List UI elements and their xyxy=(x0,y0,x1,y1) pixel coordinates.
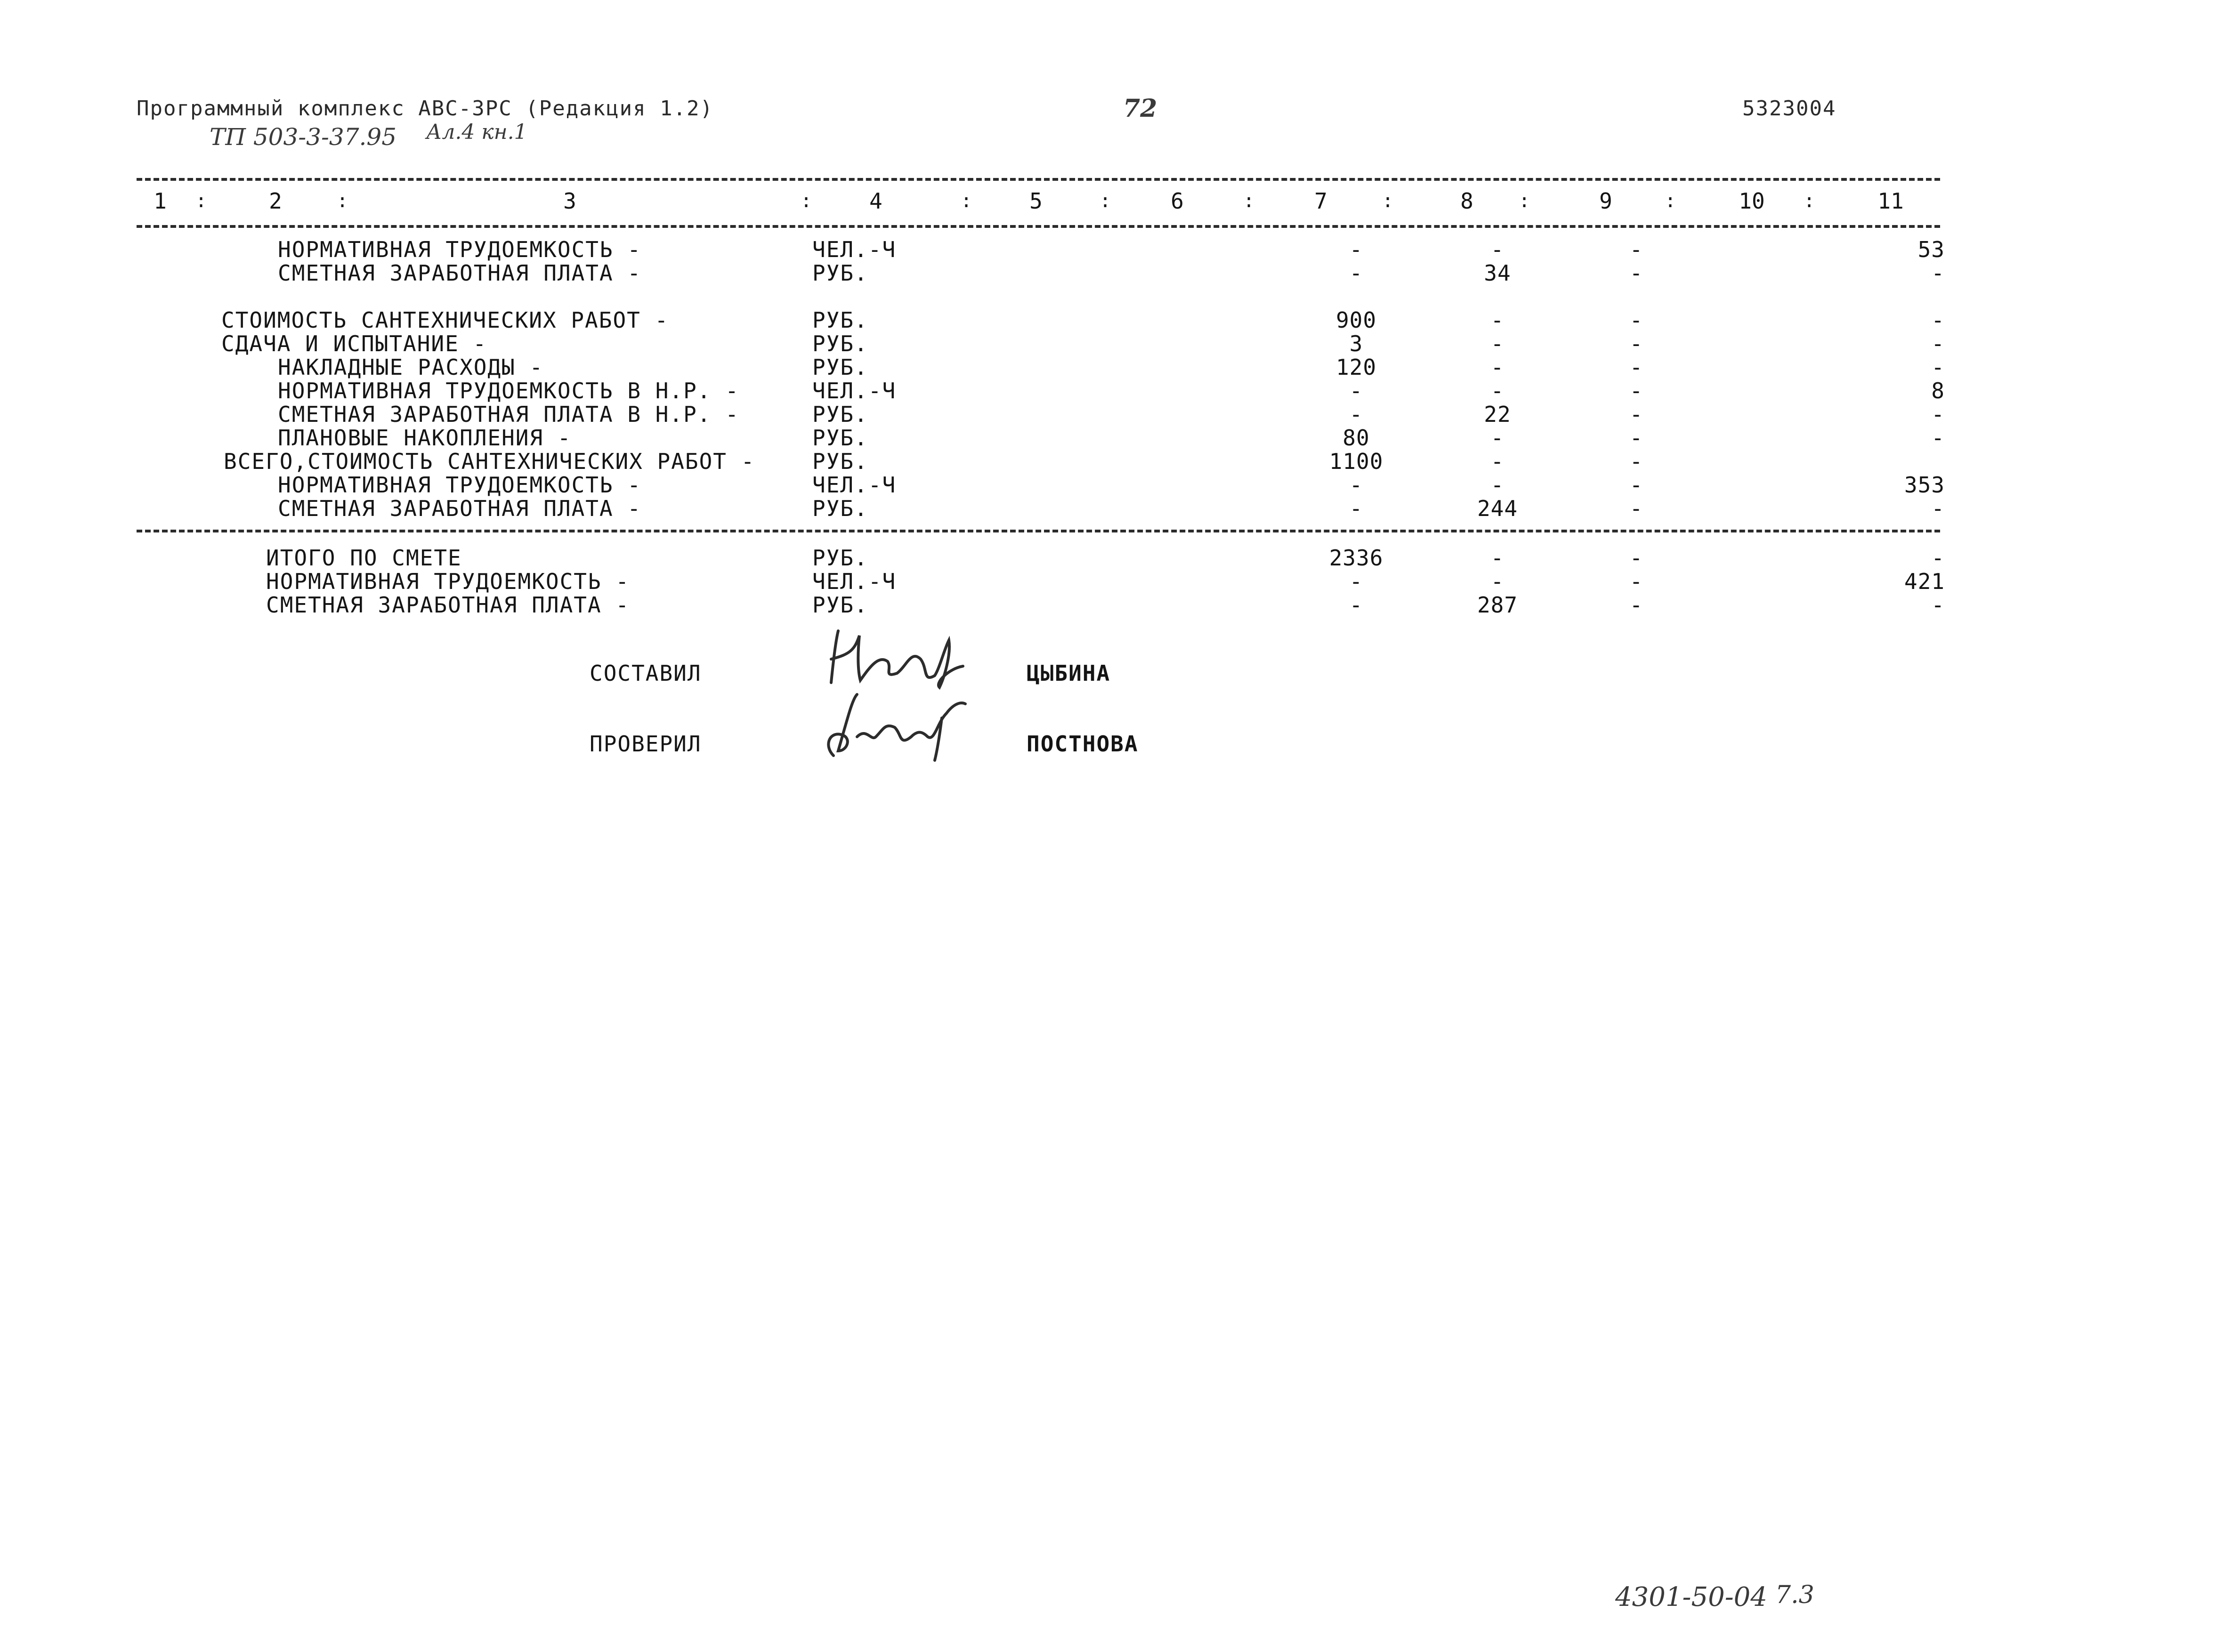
row-col11-value: - xyxy=(1931,402,1945,427)
row-col9-value: - xyxy=(1629,472,1643,498)
row-col8-value: 287 xyxy=(1477,592,1518,618)
signature-checked xyxy=(819,690,970,765)
row-unit: РУБ. xyxy=(812,449,868,474)
checked-by-label: ПРОВЕРИЛ xyxy=(590,731,702,757)
row-unit: РУБ. xyxy=(812,355,868,380)
row-col7-value: 2336 xyxy=(1329,545,1384,571)
totals-rule xyxy=(137,530,1940,532)
handwritten-project-ref: ТП 503-3-37.95 xyxy=(210,123,397,151)
signature-compiled xyxy=(822,621,968,692)
row-col11-value: - xyxy=(1931,496,1945,521)
row-col8-value: - xyxy=(1490,545,1505,571)
column-number: 4 xyxy=(869,188,882,214)
row-col7-value: - xyxy=(1349,402,1363,427)
column-separator: : xyxy=(1382,190,1394,212)
handwritten-album-ref: Ал.4 кн.1 xyxy=(426,120,527,144)
row-col9-value: - xyxy=(1629,425,1643,451)
row-col7-value: 120 xyxy=(1335,355,1377,380)
row-unit: РУБ. xyxy=(812,402,868,427)
row-col11-value: - xyxy=(1931,425,1945,451)
column-number: 1 xyxy=(154,188,167,214)
row-unit: РУБ. xyxy=(812,545,868,571)
compiled-by-label: СОСТАВИЛ xyxy=(590,661,702,686)
program-title: Программный комплекс АВС-ЗРС (Редакция 1.2) xyxy=(137,97,714,121)
row-col7-value: - xyxy=(1349,260,1363,286)
column-separator: : xyxy=(1100,190,1111,212)
column-number: 3 xyxy=(563,188,576,214)
row-col11-value: - xyxy=(1931,307,1945,333)
row-col11-value: 53 xyxy=(1918,237,1945,262)
row-col11-value: 421 xyxy=(1904,569,1945,594)
column-number: 8 xyxy=(1460,188,1473,214)
row-col8-value: - xyxy=(1490,307,1505,333)
column-number: 7 xyxy=(1314,188,1327,214)
top-rule xyxy=(137,178,1940,181)
row-label: СМЕТНАЯ ЗАРАБОТНАЯ ПЛАТА В Н.Р. - xyxy=(278,402,739,427)
column-separator: : xyxy=(801,190,812,212)
row-col9-value: - xyxy=(1629,260,1643,286)
row-label: НАКЛАДНЫЕ РАСХОДЫ - xyxy=(278,355,544,380)
row-label: НОРМАТИВНАЯ ТРУДОЕМКОСТЬ В Н.Р. - xyxy=(278,378,739,403)
column-separator: : xyxy=(1243,190,1255,212)
row-unit: РУБ. xyxy=(812,425,868,451)
column-number: 9 xyxy=(1599,188,1612,214)
row-col9-value: - xyxy=(1629,592,1643,618)
row-col7-value: - xyxy=(1349,569,1363,594)
row-col7-value: - xyxy=(1349,496,1363,521)
row-col7-value: 80 xyxy=(1343,425,1370,451)
row-col9-value: - xyxy=(1629,355,1643,380)
row-col9-value: - xyxy=(1629,378,1643,403)
row-col11-value: - xyxy=(1931,260,1945,286)
row-col8-value: - xyxy=(1490,472,1505,498)
row-col7-value: 1100 xyxy=(1329,449,1384,474)
row-col8-value: - xyxy=(1490,355,1505,380)
row-col8-value: 34 xyxy=(1484,260,1511,286)
row-label: ВСЕГО,СТОИМОСТЬ САНТЕХНИЧЕСКИХ РАБОТ - xyxy=(224,449,755,474)
row-unit: ЧЕЛ.-Ч xyxy=(812,378,897,403)
row-unit: ЧЕЛ.-Ч xyxy=(812,237,897,262)
compiled-by-name: ЦЫБИНА xyxy=(1027,661,1111,686)
row-col9-value: - xyxy=(1629,545,1643,571)
row-col9-value: - xyxy=(1629,402,1643,427)
row-unit: ЧЕЛ.-Ч xyxy=(812,472,897,498)
column-separator: : xyxy=(195,190,207,212)
row-col9-value: - xyxy=(1629,569,1643,594)
row-col7-value: - xyxy=(1349,237,1363,262)
row-col11-value: - xyxy=(1931,545,1945,571)
column-separator: : xyxy=(1804,190,1815,212)
row-col9-value: - xyxy=(1629,307,1643,333)
row-unit: РУБ. xyxy=(812,260,868,286)
row-col8-value: - xyxy=(1490,331,1505,356)
row-label: ИТОГО ПО СМЕТЕ xyxy=(266,545,462,571)
column-separator: : xyxy=(1519,190,1530,212)
row-col11-value: 8 xyxy=(1931,378,1945,403)
row-label: СМЕТНАЯ ЗАРАБОТНАЯ ПЛАТА - xyxy=(278,496,642,521)
row-col7-value: 900 xyxy=(1335,307,1377,333)
checked-by-name: ПОСТНОВА xyxy=(1027,731,1139,757)
row-label: СМЕТНАЯ ЗАРАБОТНАЯ ПЛАТА - xyxy=(278,260,642,286)
row-label: СМЕТНАЯ ЗАРАБОТНАЯ ПЛАТА - xyxy=(266,592,630,618)
page-number: 72 xyxy=(1123,94,1157,123)
row-col11-value: - xyxy=(1931,355,1945,380)
column-number: 2 xyxy=(269,188,282,214)
column-number: 10 xyxy=(1739,188,1765,214)
row-col7-value: - xyxy=(1349,378,1363,403)
row-col7-value: - xyxy=(1349,472,1363,498)
row-unit: РУБ. xyxy=(812,331,868,356)
row-col9-value: - xyxy=(1629,449,1643,474)
row-col8-value: - xyxy=(1490,569,1505,594)
column-separator: : xyxy=(1665,190,1676,212)
column-separator: : xyxy=(337,190,348,212)
row-col8-value: - xyxy=(1490,237,1505,262)
column-number: 11 xyxy=(1877,188,1904,214)
row-col8-value: - xyxy=(1490,425,1505,451)
document-code: 5323004 xyxy=(1742,97,1837,121)
row-col8-value: 244 xyxy=(1477,496,1518,521)
handwritten-footer-page: 7.3 xyxy=(1775,1581,1814,1609)
row-unit: РУБ. xyxy=(812,496,868,521)
row-col7-value: - xyxy=(1349,592,1363,618)
row-label: НОРМАТИВНАЯ ТРУДОЕМКОСТЬ - xyxy=(266,569,630,594)
row-col8-value: 22 xyxy=(1484,402,1511,427)
row-unit: РУБ. xyxy=(812,307,868,333)
row-label: НОРМАТИВНАЯ ТРУДОЕМКОСТЬ - xyxy=(278,237,642,262)
row-col9-value: - xyxy=(1629,496,1643,521)
handwritten-footer-code: 4301-50-04 xyxy=(1615,1582,1767,1612)
row-label: СТОИМОСТЬ САНТЕХНИЧЕСКИХ РАБОТ - xyxy=(221,307,669,333)
row-col8-value: - xyxy=(1490,449,1505,474)
row-col11-value: 353 xyxy=(1904,472,1945,498)
row-col7-value: 3 xyxy=(1349,331,1363,356)
column-separator: : xyxy=(961,190,972,212)
row-col8-value: - xyxy=(1490,378,1505,403)
header-rule xyxy=(137,225,1940,228)
row-label: НОРМАТИВНАЯ ТРУДОЕМКОСТЬ - xyxy=(278,472,642,498)
row-unit: РУБ. xyxy=(812,592,868,618)
column-number: 5 xyxy=(1029,188,1043,214)
row-col9-value: - xyxy=(1629,331,1643,356)
row-col11-value: - xyxy=(1931,331,1945,356)
column-number: 6 xyxy=(1171,188,1184,214)
row-col9-value: - xyxy=(1629,237,1643,262)
row-col11-value: - xyxy=(1931,592,1945,618)
row-label: СДАЧА И ИСПЫТАНИЕ - xyxy=(221,331,487,356)
row-label: ПЛАНОВЫЕ НАКОПЛЕНИЯ - xyxy=(278,425,572,451)
row-unit: ЧЕЛ.-Ч xyxy=(812,569,897,594)
